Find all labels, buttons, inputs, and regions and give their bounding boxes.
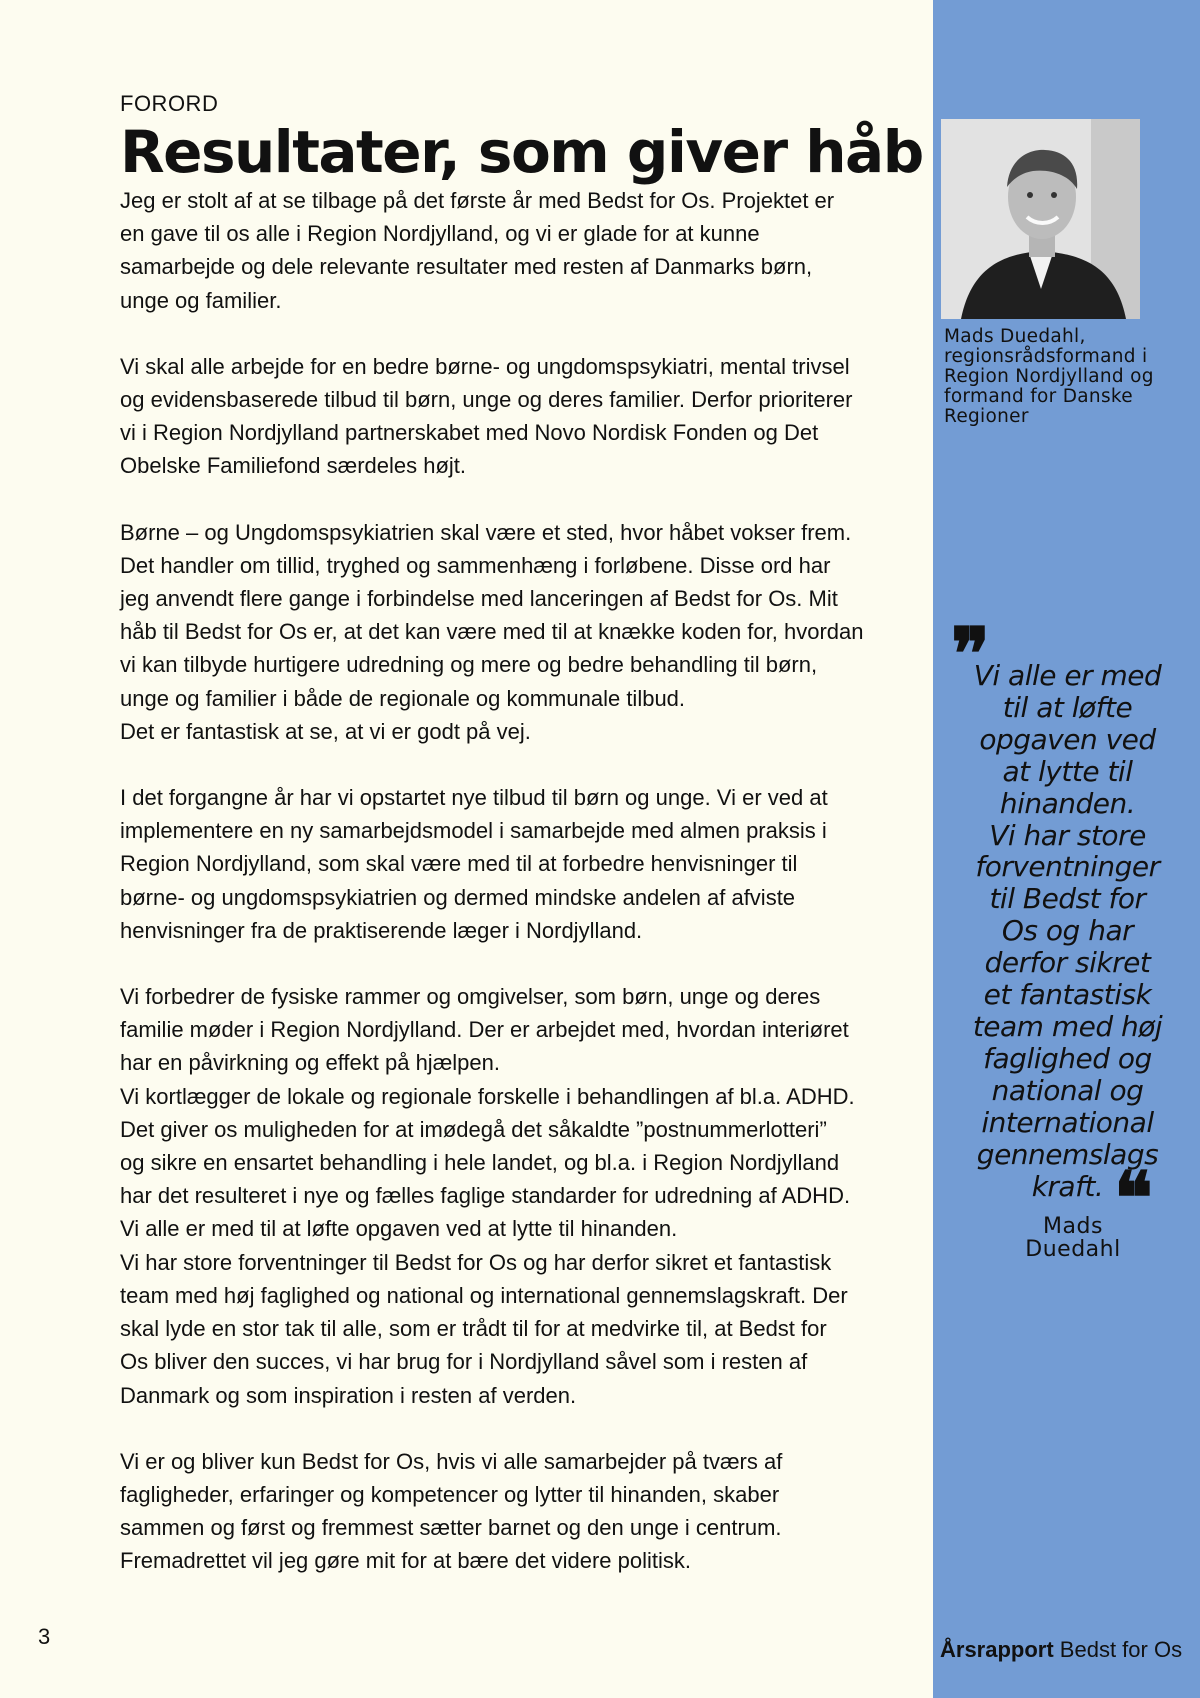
body-line: børne- og ungdomspsykiatrien og dermed mindske andelen af afviste [120, 884, 796, 910]
report-label-rest: Bedst for Os [1053, 1637, 1183, 1662]
quote-line: forventninger [975, 850, 1160, 884]
body-line: Vi forbedrer de fysiske rammer og omgivelser, som børn, unge og deres [120, 984, 821, 1010]
body-line: unge og familier. [120, 287, 282, 313]
body-paragraph [120, 1445, 935, 1578]
report-footer [940, 1637, 1182, 1663]
body-line: implementere en ny samarbejdsmodel i samarbejde med almen praksis i [120, 818, 827, 844]
body-line: Det er fantastisk at se, at vi er godt på vej. [120, 718, 531, 744]
body-line: Vi kortlægger de lokale og regionale forskelle i behandlingen af bl.a. ADHD. [120, 1083, 855, 1109]
page-title: Resultater, som giver håb [120, 118, 923, 186]
body-line: Vi skal alle arbejde for en bedre børne- og ungdomspsykiatri, mental trivsel [120, 353, 850, 379]
body-line: Os bliver den succes, vi har brug for i Nordjylland såvel som i resten af [120, 1349, 808, 1375]
caption-line: Region Nordjylland og [944, 366, 1154, 387]
report-label-bold: Årsrapport [940, 1637, 1054, 1662]
author-line: Duedahl [1025, 1237, 1121, 1262]
quote-line: faglighed og [983, 1041, 1152, 1075]
portrait-photo [941, 119, 1140, 319]
body-line: vi kan tilbyde hurtigere udredning og mere og bedre behandling til børn, [120, 652, 818, 678]
photo-caption [944, 327, 1174, 427]
body-line: Vi er og bliver kun Bedst for Os, hvis vi alle samarbejder på tværs af [120, 1448, 783, 1474]
body-line: har det resulteret i nye og fælles faglige standarder for udredning af ADHD. [120, 1183, 851, 1209]
body-paragraph [120, 516, 935, 748]
body-line: Det giver os muligheden for at imødegå det såkaldte ”postnummerlotteri” [120, 1116, 827, 1142]
body-line: henvisninger fra de praktiserende læger i Nordjylland. [120, 917, 643, 943]
body-line: har en påvirkning og effekt på hjælpen. [120, 1050, 500, 1076]
caption-line: Regioner [944, 406, 1029, 427]
quote-line: international [981, 1105, 1154, 1139]
body-line: og sikre en ensartet behandling i hele landet, og bl.a. i Region Nordjylland [120, 1150, 840, 1176]
body-paragraph [120, 350, 935, 483]
caption-line: regionsrådsformand i [944, 346, 1148, 367]
body-line: Vi har store forventninger til Bedst for Os og har derfor sikret et fantastisk [120, 1249, 832, 1275]
quote-line: team med høj [972, 1009, 1163, 1043]
body-paragraph [120, 781, 935, 947]
quote-open-icon: ❞ [951, 611, 990, 696]
body-line: og evidensbaserede tilbud til børn, unge og deres familier. Derfor prioriterer [120, 387, 853, 413]
portrait-illustration [941, 119, 1140, 319]
quote-line: opgaven ved [979, 722, 1156, 756]
body-line: samarbejde og dele relevante resultater med resten af Danmarks børn, [120, 254, 813, 280]
body-paragraph [120, 184, 935, 317]
quote-line: Os og har [1001, 914, 1134, 948]
quote-line: kraft. [1031, 1169, 1104, 1203]
page-number: 3 [38, 1624, 51, 1649]
quote-line: til Bedst for [989, 882, 1146, 916]
body-line: en gave til os alle i Region Nordjylland, og vi er glade for at kunne [120, 221, 760, 247]
quote-line: Vi alle er med [973, 659, 1162, 692]
body-line: Jeg er stolt af at se tilbage på det første år med Bedst for Os. Projektet er [120, 188, 835, 213]
quote-close-icon: ❝ [1114, 1155, 1153, 1240]
caption-line: formand for Danske [944, 386, 1133, 407]
body-line: Børne – og Ungdomspsykiatrien skal være et sted, hvor håbet vokser frem. [120, 519, 852, 545]
caption-line: Mads Duedahl, [944, 326, 1086, 347]
pull-quote [955, 660, 1180, 1202]
body-line: familie møder i Region Nordjylland. Der er arbejdet med, hvordan interiøret [120, 1017, 849, 1043]
quote-line: Vi har store [989, 818, 1146, 852]
body-line: Obelske Familiefond særdeles højt. [120, 453, 467, 479]
quote-line: hinanden. [999, 786, 1136, 820]
body-line: sammen og først og fremmest sætter barnet og den unge i centrum. [120, 1515, 782, 1541]
body-line: jeg anvendt flere gange i forbindelse med lanceringen af Bedst for Os. Mit [120, 586, 838, 612]
quote-line: at lytte til [1002, 754, 1133, 788]
body-line: unge og familier i både de regionale og kommunale tilbud. [120, 685, 686, 711]
body-line: fagligheder, erfaringer og kompetencer og lytter til hinanden, skaber [120, 1481, 780, 1507]
quote-author [1003, 1215, 1143, 1261]
body-line: team med høj faglighed og national og international gennemslagskraft. Der [120, 1282, 848, 1308]
body-line: I det forgangne år har vi opstartet nye tilbud til børn og unge. Vi er ved at [120, 785, 828, 811]
body-text [120, 184, 935, 1578]
main-content [120, 90, 935, 1611]
section-kicker: FORORD [120, 91, 219, 116]
quote-line: national og [991, 1073, 1144, 1107]
author-line: Mads [1043, 1214, 1103, 1239]
body-line: Fremadrettet vil jeg gøre mit for at bære det videre politisk. [120, 1548, 691, 1574]
body-line: håb til Bedst for Os er, at det kan være med til at knække koden for, hvordan [120, 619, 864, 645]
body-line: Det handler om tillid, tryghed og sammenhæng i forløbene. Disse ord har [120, 552, 831, 578]
body-line: Region Nordjylland, som skal være med til at forbedre henvisninger til [120, 851, 798, 877]
quote-line: til at løfte [1002, 690, 1133, 724]
body-line: vi i Region Nordjylland partnerskabet med Novo Nordisk Fonden og Det [120, 420, 819, 446]
body-paragraph [120, 980, 935, 1412]
quote-line: et fantastisk [983, 978, 1152, 1012]
quote-line: derfor sikret [984, 946, 1151, 980]
body-line: Danmark og som inspiration i resten af verden. [120, 1382, 577, 1408]
body-line: Vi alle er med til at løfte opgaven ved at lytte til hinanden. [120, 1216, 678, 1242]
body-line: skal lyde en stor tak til alle, som er trådt til for at medvirke til, at Bedst for [120, 1316, 827, 1342]
quote-line: gennemslags [976, 1137, 1159, 1171]
